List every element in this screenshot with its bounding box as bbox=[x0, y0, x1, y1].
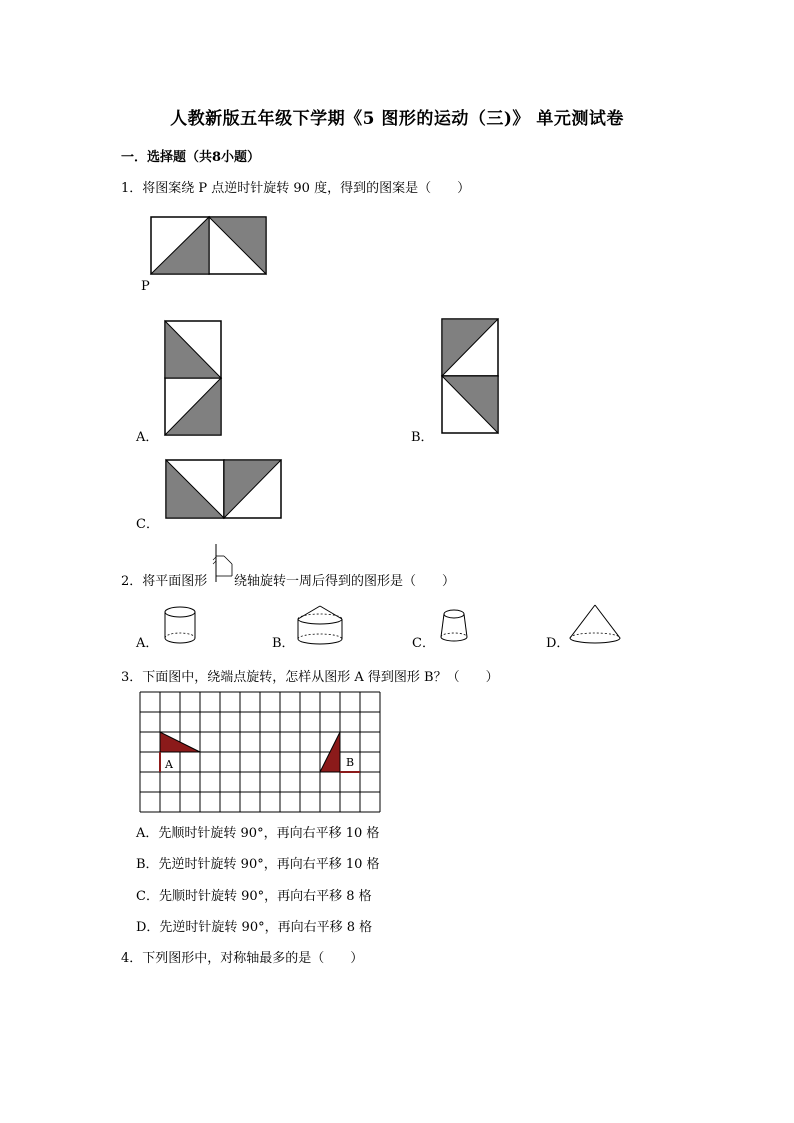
section-heading: 一．选择题（共8小题） bbox=[121, 150, 261, 165]
q2-frustum-icon[interactable] bbox=[439, 609, 471, 645]
q2-cylinder-icon[interactable] bbox=[163, 606, 199, 646]
question-3-text: 3．下面图中，绕端点旋转，怎样从图形 A 得到图形 B？（ ） bbox=[121, 670, 499, 685]
q2-cone-icon[interactable] bbox=[568, 604, 624, 646]
question-1-text: 1．将图案绕 P 点逆时针旋转 90 度，得到的图案是（ ） bbox=[121, 181, 471, 196]
q1-original-figure bbox=[150, 216, 268, 276]
q2-option-d-label[interactable]: D． bbox=[546, 636, 570, 651]
q2-cone-on-cylinder-icon[interactable] bbox=[296, 605, 348, 647]
q1-option-b-label[interactable]: B． bbox=[411, 430, 434, 445]
q2-plane-figure bbox=[212, 544, 234, 584]
q3-option-a[interactable]: A．先顺时针旋转 90°，再向右平移 10 格 bbox=[136, 826, 380, 841]
q3-option-b[interactable]: B．先逆时针旋转 90°，再向右平移 10 格 bbox=[136, 857, 380, 872]
q3-option-c[interactable]: C．先顺时针旋转 90°，再向右平移 8 格 bbox=[136, 889, 372, 904]
question-4-text: 4．下列图形中，对称轴最多的是（ ） bbox=[121, 951, 364, 966]
q2-option-c-label[interactable]: C． bbox=[412, 636, 435, 651]
q2-option-b-label[interactable]: B． bbox=[272, 636, 295, 651]
q1-option-c-label[interactable]: C． bbox=[136, 517, 159, 532]
page-title: 人教新版五年级下学期《5 图形的运动（三)》 单元测试卷 bbox=[170, 109, 624, 129]
question-2-text-after: 绕轴旋转一周后得到的图形是（ ） bbox=[234, 574, 456, 589]
question-2-text-before: 2．将平面图形 bbox=[121, 574, 208, 589]
q3-label-a: A bbox=[165, 758, 173, 771]
q2-option-a-label[interactable]: A． bbox=[136, 636, 159, 651]
point-p-label: P bbox=[141, 279, 150, 294]
q3-option-d[interactable]: D．先逆时针旋转 90°，再向右平移 8 格 bbox=[136, 920, 373, 935]
q3-grid-figure bbox=[140, 692, 382, 814]
q1-option-a-label[interactable]: A． bbox=[136, 430, 159, 445]
q1-option-b-figure[interactable] bbox=[441, 318, 501, 436]
q3-label-b: B bbox=[346, 756, 355, 769]
q1-option-a-figure[interactable] bbox=[164, 320, 224, 438]
q1-option-c-figure[interactable] bbox=[165, 459, 283, 521]
